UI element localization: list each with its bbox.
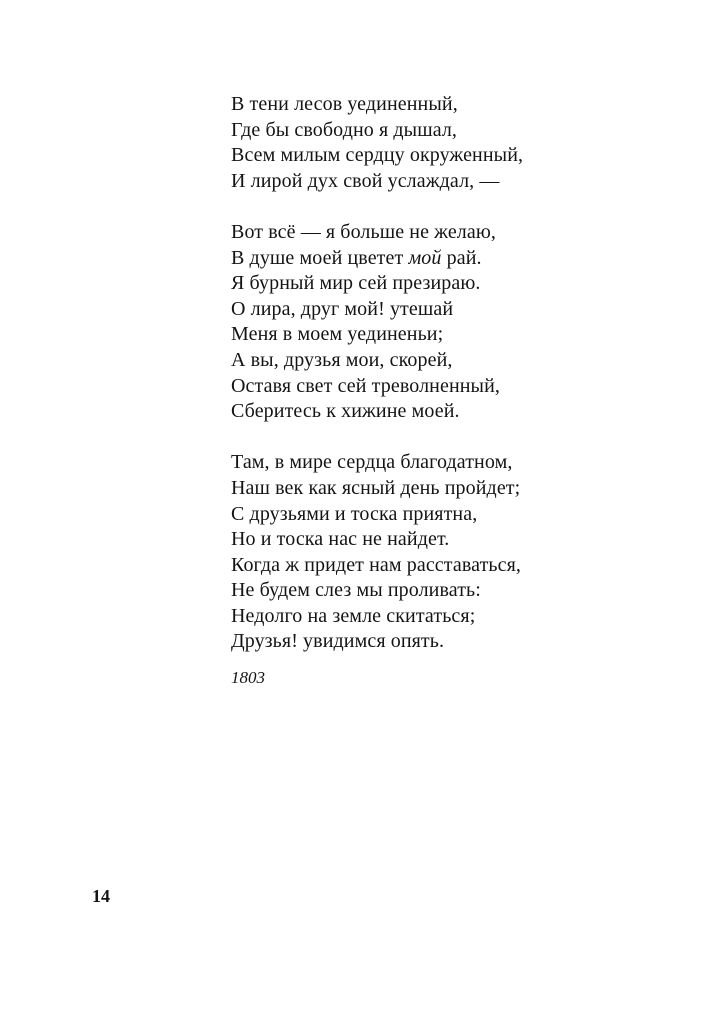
poem-line: Друзья! увидимся опять.: [231, 630, 445, 653]
poem-line: Но и тоска нас не найдет.: [231, 528, 450, 551]
poem-line: Вот всё — я больше не желаю,: [231, 220, 496, 243]
poem-line-with-emphasis: [231, 246, 651, 272]
poem-line: Там, в мире сердца благодатном,: [231, 451, 513, 474]
page-number: 14: [92, 886, 110, 906]
poem-line: Всем милым сердцу окруженный,: [231, 144, 524, 167]
stanza-3: [231, 450, 651, 655]
poem-line: Не будем слез мы проливать:: [231, 579, 481, 602]
poem-date: 1803: [231, 668, 265, 688]
poem-line: Наш век как ясный день пройдет;: [231, 476, 521, 499]
poem-line: Сберитесь к хижине моей.: [231, 400, 460, 423]
poem-line: С друзьями и тоска приятна,: [231, 502, 478, 525]
line-text-after: рай.: [441, 246, 482, 269]
poem-line: В тени лесов уединенный,: [231, 93, 458, 115]
poem-line: И лирой дух свой услаждал, —: [231, 169, 500, 192]
poem-line: Оставя свет сей треволненный,: [231, 374, 500, 397]
emphasized-word: мой: [408, 246, 442, 269]
stanza-1: [231, 92, 651, 194]
line-text-before: В душе моей цветет: [231, 246, 409, 269]
poem-line: Я бурный мир сей презираю.: [231, 272, 481, 295]
stanza-2: [231, 220, 651, 425]
poem-line: О лира, друг мой! утешай: [231, 297, 454, 320]
poem: [231, 92, 651, 689]
poem-line: Недолго на земле скитаться;: [231, 604, 476, 627]
poem-line: Меня в моем уединеньи;: [231, 323, 444, 346]
poem-line: А вы, друзья мои, скорей,: [231, 348, 453, 371]
poem-line: Где бы свободно я дышал,: [231, 118, 458, 141]
poem-line: Когда ж придет нам расставаться,: [231, 553, 522, 576]
